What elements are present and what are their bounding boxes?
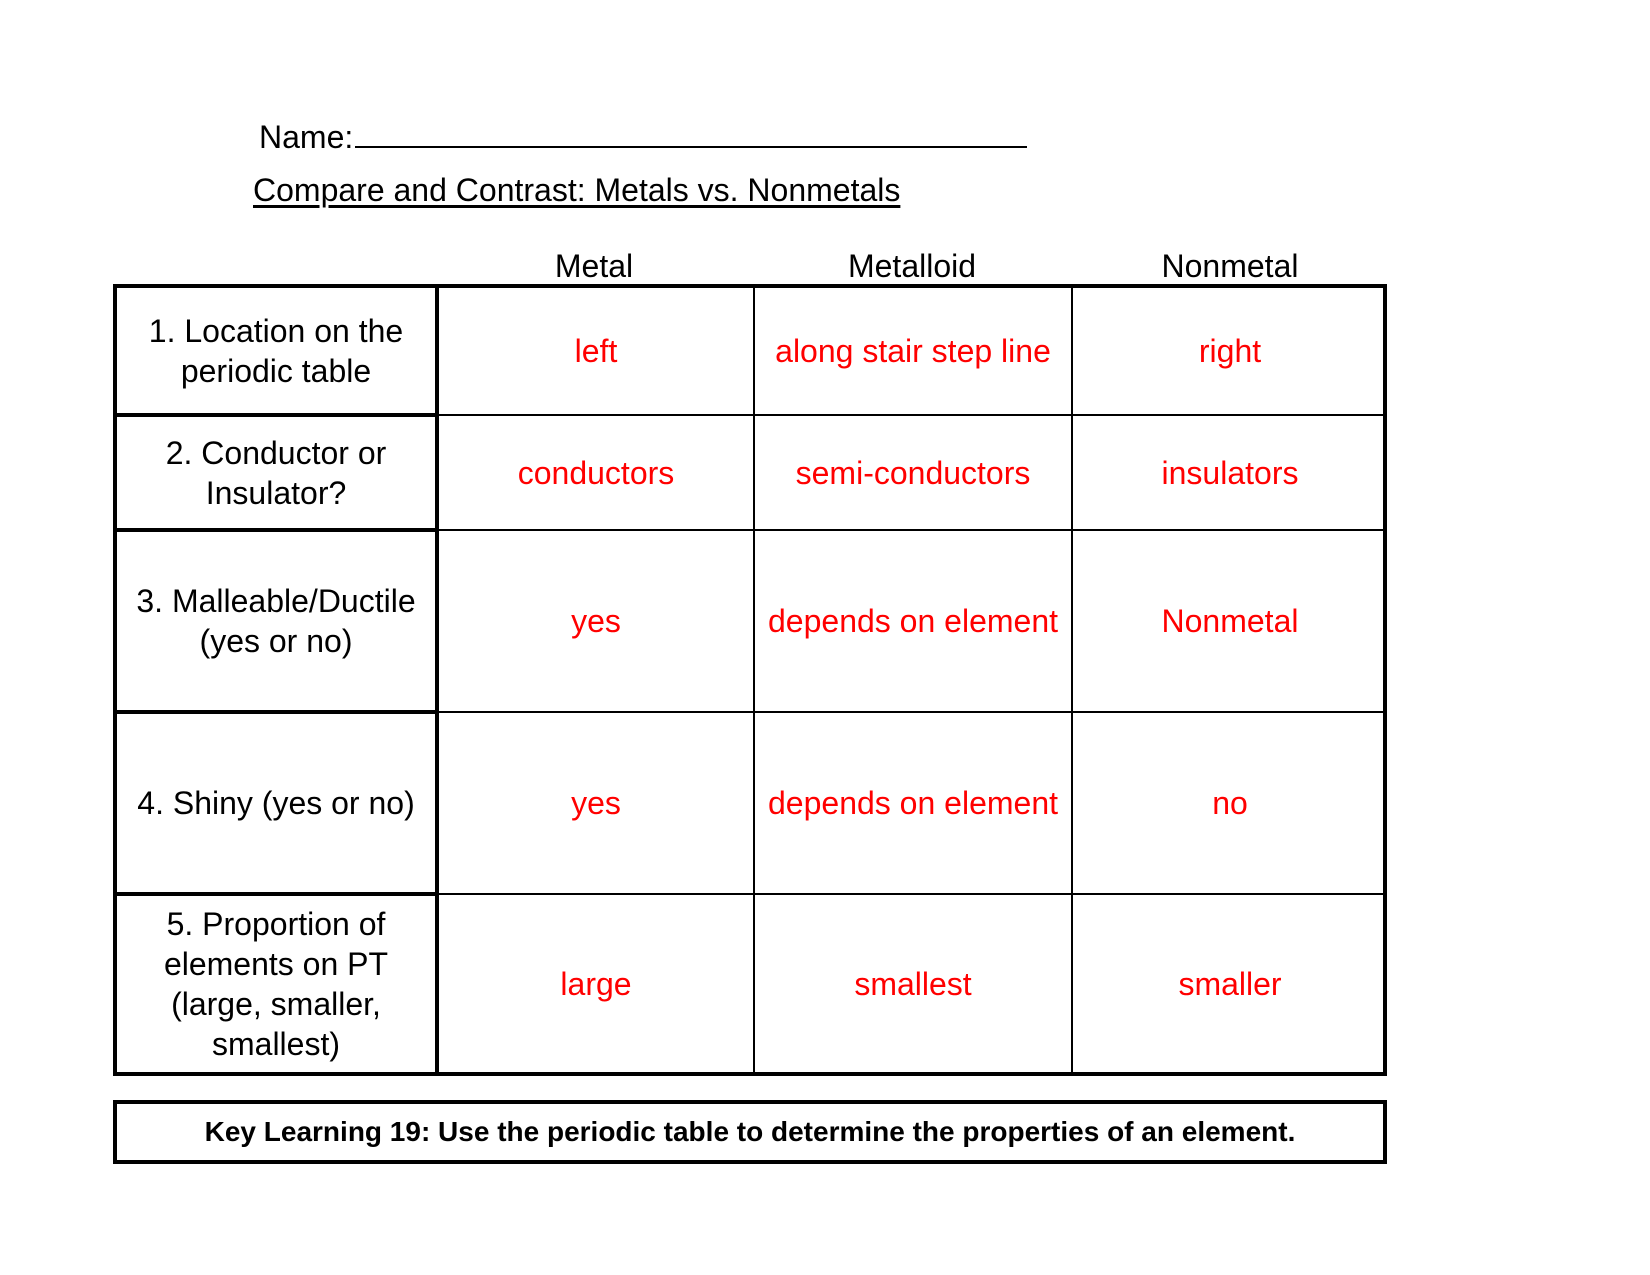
key-learning-text: Key Learning 19: Use the periodic table to determine the properties of an element. bbox=[204, 1116, 1296, 1147]
cell-malleable-metal: yes bbox=[571, 603, 621, 639]
cell-shiny-nonmetal: no bbox=[1212, 785, 1248, 821]
row-label-shiny: 4. Shiny (yes or no) bbox=[137, 785, 415, 821]
cell-proportion-metal: large bbox=[560, 965, 632, 1002]
cell-proportion-metalloid: smallest bbox=[854, 965, 972, 1002]
cell-shiny-metal: yes bbox=[571, 785, 621, 821]
cell-conductor-nonmetal: insulators bbox=[1161, 454, 1299, 491]
worksheet-title: Compare and Contrast: Metals vs. Nonmetals bbox=[253, 172, 901, 208]
cell-location-metalloid: along stair step line bbox=[775, 333, 1051, 369]
cell-conductor-metalloid: semi-conductors bbox=[795, 454, 1031, 491]
row-label-conductor: 2. Conductor or Insulator? bbox=[165, 434, 387, 511]
row-label-malleable: 3. Malleable/Ductile (yes or no) bbox=[136, 583, 416, 659]
row-label-location: 1. Location on the periodic table bbox=[148, 313, 404, 389]
name-field bbox=[259, 114, 1027, 157]
cell-shiny-metalloid: depends on element bbox=[768, 785, 1058, 821]
cell-conductor-metal: conductors bbox=[517, 454, 675, 491]
cell-malleable-metalloid: depends on element bbox=[768, 603, 1058, 639]
name-blank-line[interactable] bbox=[355, 114, 1027, 148]
row-label-proportion: 5. Proportion of elements on PT (large, smaller, smallest) bbox=[163, 905, 389, 1062]
cell-malleable-nonmetal: Nonmetal bbox=[1161, 603, 1299, 639]
name-label: Name: bbox=[259, 119, 354, 155]
cell-proportion-nonmetal: smaller bbox=[1178, 965, 1282, 1002]
key-learning-box bbox=[113, 1100, 1387, 1164]
column-header-nonmetal: Nonmetal bbox=[1161, 248, 1299, 284]
column-header-metal: Metal bbox=[554, 248, 634, 284]
column-header-metalloid: Metalloid bbox=[847, 248, 977, 284]
comparison-table bbox=[113, 284, 1387, 1076]
cell-location-metal: left bbox=[574, 333, 618, 369]
cell-location-nonmetal: right bbox=[1198, 333, 1262, 369]
